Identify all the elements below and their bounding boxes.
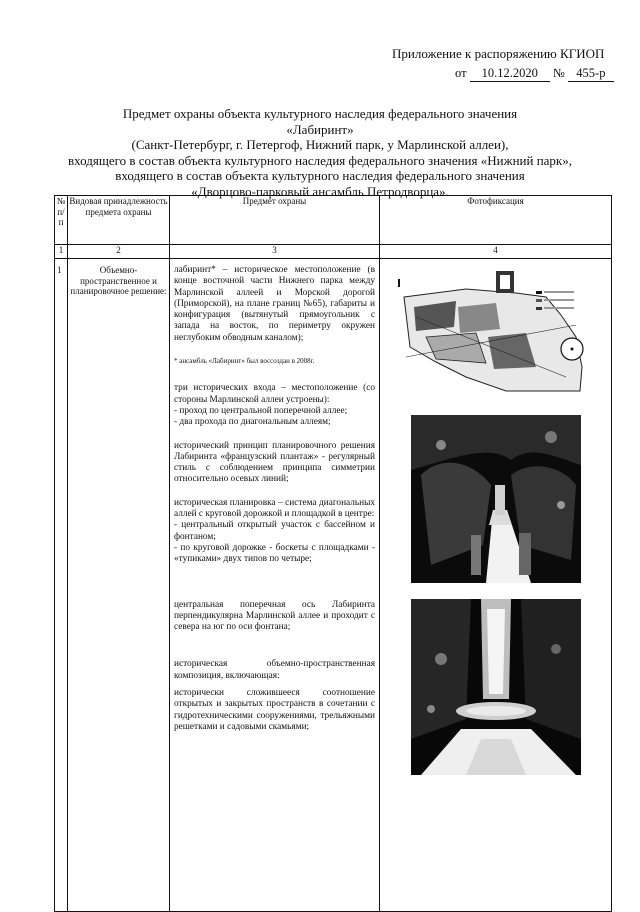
subject-paragraph: - два прохода по диагональным аллеям; <box>174 417 331 428</box>
header-cell-number: № п/п <box>55 196 68 245</box>
appendix-caption: Приложение к распоряжению КГИОП <box>392 46 605 61</box>
subject-paragraph: лабиринт* – историческое местоположение (в конце восточной части Нижнего парка между Марлинской аллеей и Морской дорогой (Приморской), на плане границ №65), габариты и конфигурация (вытянутый прямоугольник с запада на восток, по периметру окружен неглубоким обводным каналом); <box>174 265 375 343</box>
subject-footnote: * ансамбль «Лабиринт» был воссоздан в 2008г. <box>174 357 315 366</box>
fountain-photo <box>411 599 581 775</box>
subject-paragraph: - центральный открытый участок с бассейном и фонтаном; <box>174 520 375 542</box>
alley-photo <box>411 415 581 583</box>
header-cell-subject: Предмет охраны <box>170 196 380 245</box>
row-number: 1 <box>55 259 68 912</box>
title-line: Предмет охраны объекта культурного наследия федерального значения <box>122 106 518 121</box>
order-date: 10.12.2020 <box>470 66 550 82</box>
table-header-row <box>55 196 612 245</box>
document-title <box>50 106 590 199</box>
subject-paragraph: три исторических входа – местоположение (со стороны Марлинской аллеи устроены): <box>174 383 375 405</box>
row-subject <box>170 259 380 912</box>
column-number: 2 <box>68 245 170 259</box>
column-number-row <box>55 245 612 259</box>
order-dateline <box>455 66 614 82</box>
order-number: 455-р <box>568 66 614 82</box>
subject-paragraph: историческая планировка – система диагональных аллей с круговой дорожкой и площадкой в центре: <box>174 497 375 520</box>
column-number: 4 <box>380 245 612 259</box>
date-prefix: от <box>455 66 467 80</box>
title-line: входящего в состав объекта культурного наследия федерального значения <box>115 168 525 183</box>
subject-paragraph: - по круговой дорожке - боскеты с площадками - «тупиками» двух типов по четырe; <box>174 542 375 565</box>
row-photos <box>380 259 612 912</box>
subject-paragraph: центральная поперечная ось Лабиринта перпендикулярна Марлинской аллее и проходит с севера на юг по оси фонтана; <box>174 599 375 633</box>
column-number: 1 <box>55 245 68 259</box>
header-cell-type: Видовая принадлежность предмета охраны <box>68 196 170 245</box>
subject-paragraph: - проход по центральной поперечной аллее; <box>174 405 348 416</box>
subject-paragraph: исторический принцип планировочного решения Лабиринта «французский плантаж» - регулярный стиль с соблюдением принципа симметрии относительно осевых линий; <box>174 440 375 485</box>
title-line: «Лабиринт» <box>286 121 354 137</box>
header-cell-photo: Фотофиксация <box>380 196 612 245</box>
subject-paragraph: историческая объемно-пространственная композиция, включающая: <box>174 659 375 681</box>
number-prefix: № <box>552 66 565 80</box>
table-row <box>55 259 612 912</box>
subject-paragraph: исторически сложившееся соотношение открытых и закрытых пространств в сочетании с гидротехническими сооружениями, трельяжными решетками и садовыми скамьями; <box>174 688 375 732</box>
title-line: «Дворцово-парковый ансамбль Петродворца». <box>191 183 449 199</box>
column-number: 3 <box>170 245 380 259</box>
protection-subject-table <box>54 195 612 912</box>
title-line: (Санкт-Петербург, г. Петергоф, Нижний парк, у Марлинской аллеи), <box>131 137 509 152</box>
row-type: Объемно-пространственное и планировочное решение: <box>68 259 170 912</box>
title-line: входящего в состав объекта культурного наследия федерального значения «Нижний парк», <box>68 152 572 168</box>
site-plan-image <box>396 267 596 399</box>
